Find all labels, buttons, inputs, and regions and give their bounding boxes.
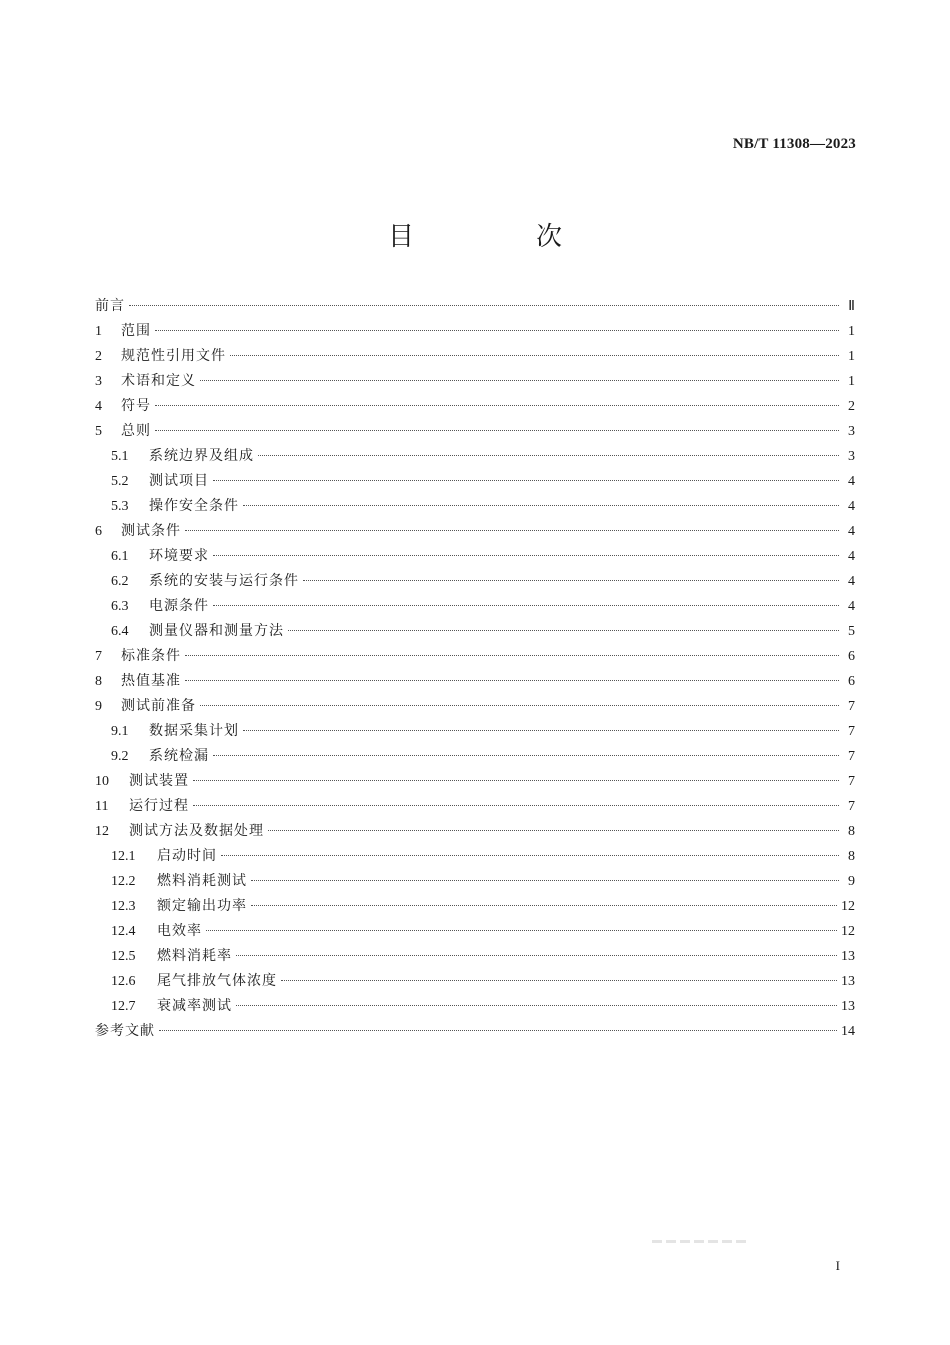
toc-entry-page: 9 xyxy=(848,874,855,889)
standard-code: NB/T 11308—2023 xyxy=(732,136,856,152)
toc-dot-leader xyxy=(251,879,839,881)
toc-dot-leader xyxy=(230,354,839,356)
toc-entry-number: 11 xyxy=(95,799,109,814)
toc-entry-label: 燃料消耗测试 xyxy=(157,873,247,889)
toc-entry-number: 12.6 xyxy=(111,974,136,989)
toc-entry-number: 9 xyxy=(95,699,102,714)
toc-entry-number: 12.3 xyxy=(111,899,136,914)
toc-dot-leader xyxy=(221,854,839,856)
toc-entry[interactable] xyxy=(95,1019,855,1044)
scan-smudge xyxy=(652,1240,748,1243)
toc-entry-number: 9.2 xyxy=(111,749,129,764)
toc-entry-label: 运行过程 xyxy=(129,798,189,814)
toc-entry[interactable] xyxy=(95,444,855,469)
toc-dot-leader xyxy=(155,429,839,431)
toc-entry-label: 电效率 xyxy=(157,923,202,939)
toc-entry-label: 总则 xyxy=(121,423,151,439)
toc-entry-label: 符号 xyxy=(121,398,151,414)
toc-entry-page: 6 xyxy=(848,674,855,689)
toc-entry[interactable] xyxy=(95,794,855,819)
toc-entry-number: 6 xyxy=(95,524,102,539)
toc-entry[interactable] xyxy=(95,769,855,794)
toc-entry-number: 12.7 xyxy=(111,999,136,1014)
toc-dot-leader xyxy=(159,1029,837,1031)
toc-entry[interactable] xyxy=(95,369,855,394)
toc-entry-label: 数据采集计划 xyxy=(149,723,239,739)
toc-entry[interactable] xyxy=(95,694,855,719)
toc-entry-page: 7 xyxy=(848,799,855,814)
toc-entry-page: 8 xyxy=(848,849,855,864)
toc-entry-page: 7 xyxy=(848,724,855,739)
toc-entry-page: 4 xyxy=(848,599,855,614)
toc-dot-leader xyxy=(155,404,839,406)
toc-dot-leader xyxy=(251,904,837,906)
toc-dot-leader xyxy=(281,979,837,981)
toc-entry-number: 9.1 xyxy=(111,724,129,739)
toc-entry-page: 4 xyxy=(848,499,855,514)
toc-entry-number: 6.3 xyxy=(111,599,129,614)
toc-entry[interactable] xyxy=(95,719,855,744)
toc-entry-label: 范围 xyxy=(121,323,151,339)
toc-entry-page: 3 xyxy=(848,449,855,464)
toc-dot-leader xyxy=(268,829,839,831)
toc-entry-label: 操作安全条件 xyxy=(149,498,239,514)
toc-entry[interactable] xyxy=(95,669,855,694)
toc-entry-label: 规范性引用文件 xyxy=(121,348,226,364)
toc-entry-number: 7 xyxy=(95,649,102,664)
toc-entry[interactable] xyxy=(95,544,855,569)
toc-entry-number: 5.3 xyxy=(111,499,129,514)
toc-dot-leader xyxy=(303,579,839,581)
toc-dot-leader xyxy=(129,304,839,306)
toc-entry-page: 13 xyxy=(841,999,855,1014)
toc-dot-leader xyxy=(206,929,837,931)
toc-dot-leader xyxy=(236,954,837,956)
toc-dot-leader xyxy=(243,504,839,506)
page-number: I xyxy=(835,1258,840,1273)
toc-entry-label: 测量仪器和测量方法 xyxy=(149,623,284,639)
toc-entry-page: 2 xyxy=(848,399,855,414)
toc-dot-leader xyxy=(185,679,839,681)
toc-entry-number: 1 xyxy=(95,324,102,339)
toc-entry-page: 1 xyxy=(848,324,855,339)
toc-entry-number: 3 xyxy=(95,374,102,389)
toc-entry-label: 术语和定义 xyxy=(121,373,196,389)
table-of-contents xyxy=(95,294,855,1044)
toc-entry-page: 4 xyxy=(848,549,855,564)
toc-entry-number: 12.4 xyxy=(111,924,136,939)
toc-entry-number: 12 xyxy=(95,824,109,839)
toc-entry[interactable] xyxy=(95,419,855,444)
toc-entry[interactable] xyxy=(95,319,855,344)
toc-entry-number: 6.2 xyxy=(111,574,129,589)
toc-entry-number: 5.2 xyxy=(111,474,129,489)
toc-entry-label: 环境要求 xyxy=(149,548,209,564)
toc-dot-leader xyxy=(193,779,839,781)
toc-entry-page: 6 xyxy=(848,649,855,664)
toc-entry-page: 7 xyxy=(848,699,855,714)
toc-entry[interactable] xyxy=(95,944,855,969)
toc-entry-page: 5 xyxy=(848,624,855,639)
toc-entry-number: 12.1 xyxy=(111,849,136,864)
toc-dot-leader xyxy=(200,379,839,381)
toc-entry-number: 6.4 xyxy=(111,624,129,639)
toc-entry[interactable] xyxy=(95,569,855,594)
toc-entry[interactable] xyxy=(95,394,855,419)
toc-dot-leader xyxy=(213,554,839,556)
toc-dot-leader xyxy=(193,804,839,806)
toc-entry-page: 13 xyxy=(841,949,855,964)
toc-entry[interactable] xyxy=(95,744,855,769)
toc-dot-leader xyxy=(213,754,839,756)
toc-entry-page: 7 xyxy=(848,749,855,764)
toc-dot-leader xyxy=(185,654,839,656)
toc-entry-page: 12 xyxy=(841,924,855,939)
toc-dot-leader xyxy=(213,479,839,481)
toc-entry-label: 系统的安装与运行条件 xyxy=(149,573,299,589)
toc-entry[interactable] xyxy=(95,619,855,644)
toc-entry-page: 13 xyxy=(841,974,855,989)
toc-entry-page: 4 xyxy=(848,524,855,539)
toc-entry-number: 8 xyxy=(95,674,102,689)
toc-entry-label: 测试项目 xyxy=(149,473,209,489)
toc-entry[interactable] xyxy=(95,594,855,619)
toc-entry-label: 电源条件 xyxy=(149,598,209,614)
toc-entry[interactable] xyxy=(95,519,855,544)
toc-entry-label: 系统检漏 xyxy=(149,748,209,764)
toc-entry[interactable] xyxy=(95,494,855,519)
toc-entry-label: 衰减率测试 xyxy=(157,998,232,1014)
toc-entry-page: 1 xyxy=(848,349,855,364)
toc-entry-page: 12 xyxy=(841,899,855,914)
toc-entry-label: 标准条件 xyxy=(121,648,181,664)
toc-entry-label: 启动时间 xyxy=(157,848,217,864)
toc-entry-number: 2 xyxy=(95,349,102,364)
toc-dot-leader xyxy=(185,529,839,531)
toc-entry-label: 测试方法及数据处理 xyxy=(129,823,264,839)
toc-entry-number: 6.1 xyxy=(111,549,129,564)
toc-entry-page: 3 xyxy=(848,424,855,439)
toc-entry-label: 热值基准 xyxy=(121,673,181,689)
toc-entry[interactable] xyxy=(95,294,855,319)
toc-entry-number: 12.5 xyxy=(111,949,136,964)
toc-entry-label: 参考文献 xyxy=(95,1023,155,1039)
page-title: 目 次 xyxy=(387,222,610,252)
toc-entry-label: 测试条件 xyxy=(121,523,181,539)
toc-entry-number: 4 xyxy=(95,399,102,414)
toc-entry[interactable] xyxy=(95,469,855,494)
toc-entry-page: 4 xyxy=(848,574,855,589)
toc-entry-page: 4 xyxy=(848,474,855,489)
toc-entry-label: 测试装置 xyxy=(129,773,189,789)
toc-entry-page: 8 xyxy=(848,824,855,839)
toc-entry-number: 12.2 xyxy=(111,874,136,889)
toc-dot-leader xyxy=(200,704,839,706)
toc-dot-leader xyxy=(288,629,839,631)
toc-entry-number: 5.1 xyxy=(111,449,129,464)
toc-entry[interactable] xyxy=(95,869,855,894)
toc-entry-label: 额定输出功率 xyxy=(157,898,247,914)
toc-entry[interactable] xyxy=(95,644,855,669)
toc-entry-page: 1 xyxy=(848,374,855,389)
toc-entry[interactable] xyxy=(95,894,855,919)
toc-dot-leader xyxy=(258,454,839,456)
toc-entry-number: 10 xyxy=(95,774,109,789)
toc-dot-leader xyxy=(243,729,839,731)
toc-entry-label: 系统边界及组成 xyxy=(149,448,254,464)
toc-entry-page: Ⅱ xyxy=(848,299,855,314)
toc-entry-number: 5 xyxy=(95,424,102,439)
toc-dot-leader xyxy=(213,604,839,606)
toc-dot-leader xyxy=(155,329,839,331)
toc-entry-label: 尾气排放气体浓度 xyxy=(157,973,277,989)
toc-entry-page: 7 xyxy=(848,774,855,789)
toc-entry[interactable] xyxy=(95,344,855,369)
toc-dot-leader xyxy=(236,1004,837,1006)
toc-entry[interactable] xyxy=(95,919,855,944)
toc-entry[interactable] xyxy=(95,819,855,844)
toc-entry-label: 燃料消耗率 xyxy=(157,948,232,964)
toc-entry[interactable] xyxy=(95,969,855,994)
toc-entry-label: 测试前准备 xyxy=(121,698,196,714)
toc-entry-page: 14 xyxy=(841,1024,855,1039)
toc-entry[interactable] xyxy=(95,994,855,1019)
toc-entry[interactable] xyxy=(95,844,855,869)
toc-entry-label: 前言 xyxy=(95,298,125,314)
